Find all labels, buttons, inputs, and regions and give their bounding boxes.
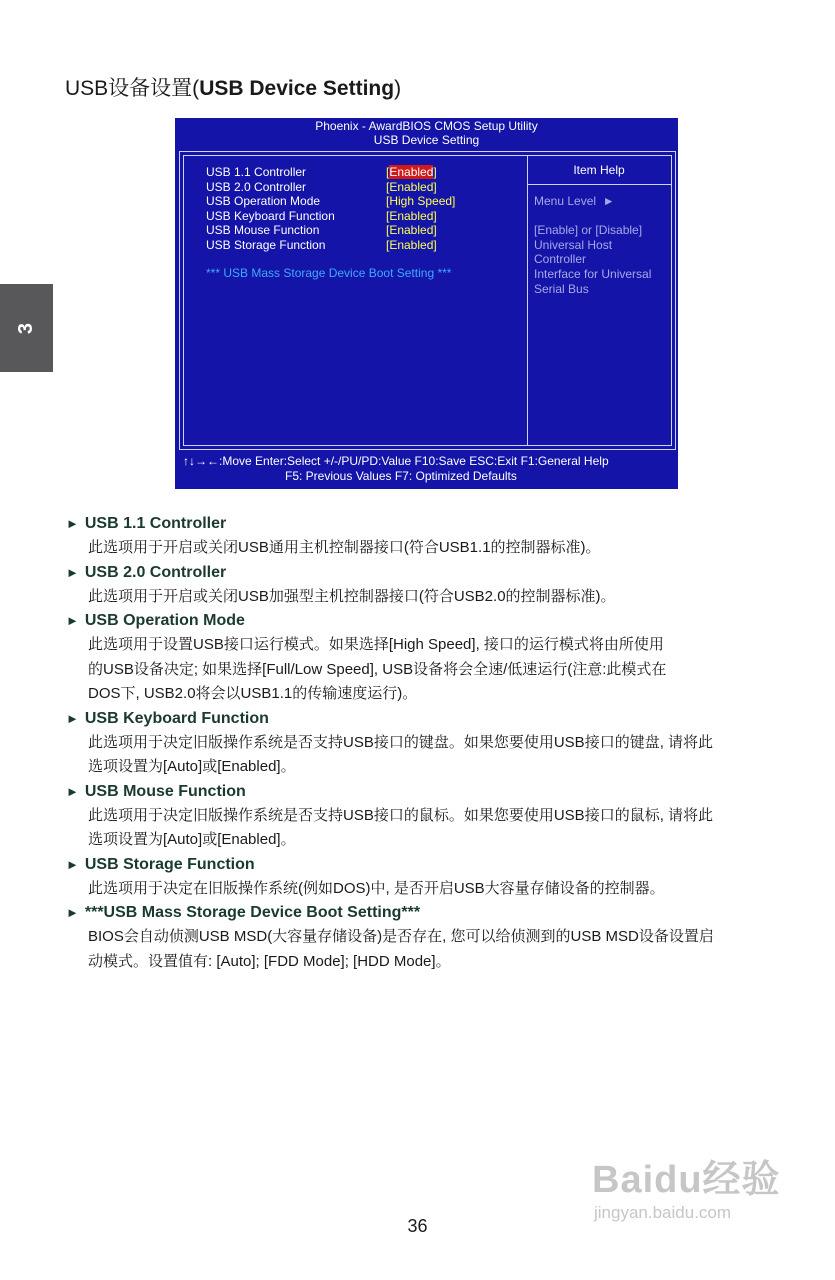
bios-setting-row[interactable]: USB 2.0 Controller [Enabled]	[206, 179, 437, 194]
option-description: 此选项用于决定旧版操作系统是否支持USB接口的键盘。如果您要使用USB接口的键盘, 请将此 选项设置为[Auto]或[Enabled]。	[88, 733, 714, 775]
bullet-arrow-icon: ►	[66, 783, 79, 799]
selected-value[interactable]: Enabled	[389, 165, 434, 179]
bullet-arrow-icon: ►	[66, 710, 79, 726]
option-title: ► USB Operation Mode	[66, 612, 245, 629]
option-title: ► USB Mouse Function	[66, 782, 246, 800]
option-description: 此选项用于开启或关闭USB加强型主机控制器接口(符合USB2.0的控制器标准)。	[88, 587, 616, 605]
menu-level-arrow-icon: ►	[602, 194, 615, 208]
bios-setting-row[interactable]: USB Mouse Function [Enabled]	[206, 223, 437, 238]
bullet-arrow-icon: ►	[66, 564, 79, 580]
bios-settings-list	[206, 165, 506, 253]
option-title: ► USB Storage Function	[66, 855, 255, 873]
option-title: ► USB 1.1 Controller	[66, 515, 227, 532]
option-description: 此选项用于开启或关闭USB通用主机控制器接口(符合USB1.1的控制器标准)。	[88, 539, 601, 556]
bios-key-legend: ↑↓→←:Move Enter:Select +/-/PU/PD:Value F10:Save ESC:Exit F1:General Help F5: Previous Values F7: Optimized Defaults	[183, 454, 609, 483]
option-description: BIOS会自动侦测USB MSD(大容量存储设备)是否存在, 您可以给侦测到的USB MSD设备设置启 动模式。设置值有: [Auto]; [FDD Mode]; [HDD Mode]。	[88, 928, 714, 970]
bios-setting-row[interactable]: USB Storage Function [Enabled]	[206, 237, 437, 252]
bullet-arrow-icon: ►	[66, 856, 79, 872]
baidu-watermark: Baidu经验 jingyan.baidu.com	[592, 1159, 781, 1222]
option-title: ► ***USB Mass Storage Device Boot Setting***	[66, 904, 421, 921]
bios-setting-row[interactable]: USB Operation Mode [High Speed]	[206, 194, 456, 209]
bios-setting-row[interactable]: USB Keyboard Function [Enabled]	[206, 208, 437, 223]
chapter-tab	[0, 284, 53, 372]
option-description: 此选项用于决定旧版操作系统是否支持USB接口的鼠标。如果您要使用USB接口的鼠标, 请将此 选项设置为[Auto]或[Enabled]。	[88, 806, 714, 848]
bios-frame	[179, 151, 676, 450]
bullet-arrow-icon: ►	[66, 613, 79, 628]
boot-setting-submenu[interactable]: *** USB Mass Storage Device Boot Setting ***	[206, 266, 452, 280]
option-title: ► USB 2.0 Controller	[66, 563, 227, 581]
item-help-text: Menu Level ► [Enable] or [Disable] Universal Host Controller Interface for Universal Serial Bus	[534, 194, 652, 296]
chapter-number: 3	[15, 322, 37, 334]
bullet-arrow-icon: ►	[66, 905, 79, 920]
option-descriptions	[66, 512, 791, 974]
option-description: 此选项用于决定在旧版操作系统(例如DOS)中, 是否开启USB大容量存储设备的控制器。	[88, 879, 665, 897]
page-number: 36	[407, 1216, 428, 1236]
option-title: ► USB Keyboard Function	[66, 709, 269, 727]
option-description: 此选项用于设置USB接口运行模式。如果选择[High Speed], 接口的运行模式将由所使用 的USB设备决定; 如果选择[Full/Low Speed], USB设备将会全速/低速运行(注意:此模式在 DOS下, USB2.0将会以USB1.1的传输速度运行)。	[88, 636, 667, 702]
bios-title: Phoenix - AwardBIOS CMOS Setup Utility USB Device Setting	[315, 119, 538, 147]
bullet-arrow-icon: ►	[66, 516, 79, 531]
bios-setting-row[interactable]: USB 1.1 Controller [Enabled]	[206, 165, 437, 179]
item-help-header: Item Help	[527, 156, 671, 185]
page-title: USB设备设置(USB Device Setting)	[65, 77, 402, 100]
bios-screenshot	[175, 118, 678, 489]
